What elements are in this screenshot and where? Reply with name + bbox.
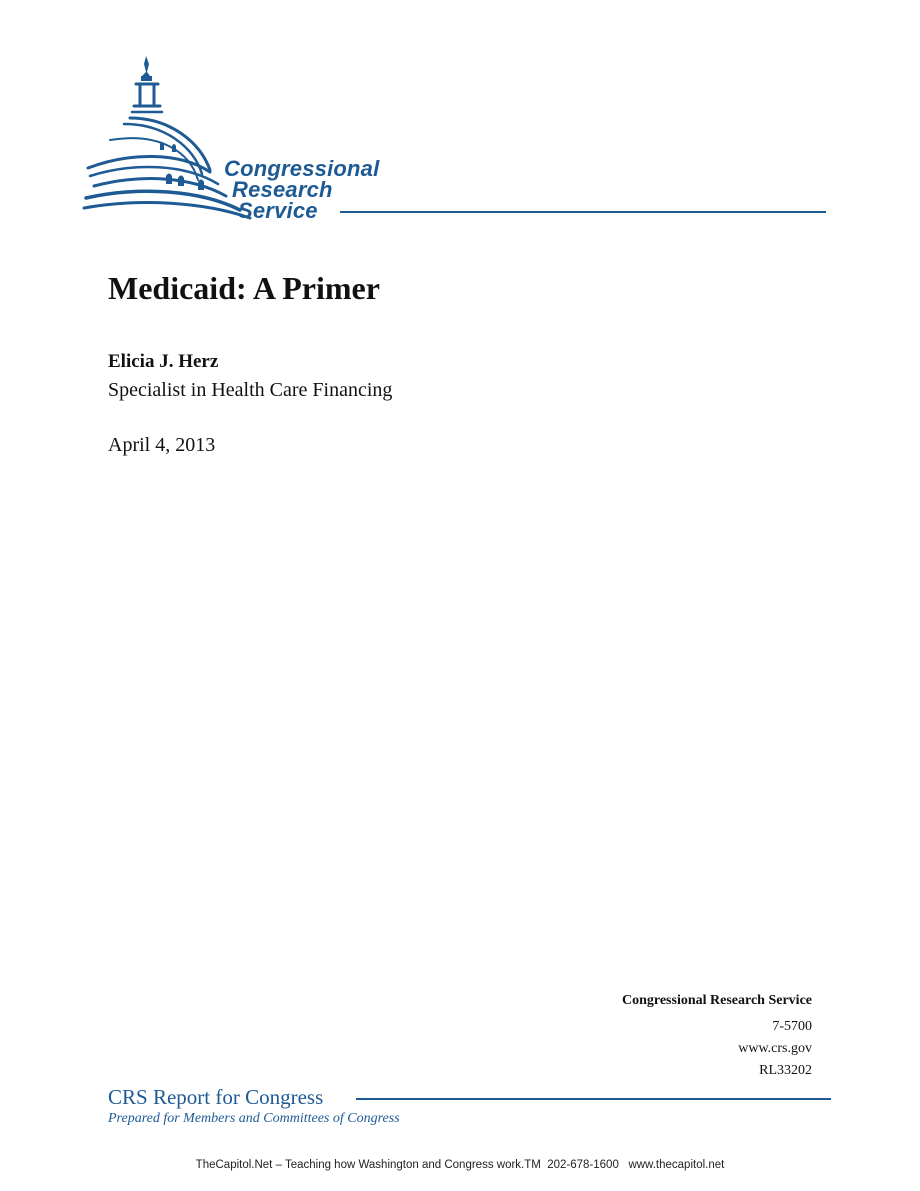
crs-report-subheading: Prepared for Members and Committees of Congress (108, 1111, 400, 1126)
report-title: Medicaid: A Primer (108, 270, 380, 306)
meta-website: www.crs.gov (738, 1041, 812, 1056)
logo-text-service: Service (238, 198, 318, 223)
page-footer: TheCapitol.Net – Teaching how Washington and Congress work.TM 202-678-1600 www.thecapitol.net (195, 1159, 725, 1171)
report-rule (356, 1098, 831, 1100)
author-name: Elicia J. Herz (108, 351, 219, 372)
logo-text-congressional: Congressional (224, 156, 380, 181)
meta-organization: Congressional Research Service (621, 993, 812, 1008)
meta-code: 7-5700 (772, 1019, 812, 1034)
report-date: April 4, 2013 (108, 434, 216, 456)
logo-text-research: Research (232, 177, 333, 202)
report-metadata (622, 990, 812, 1082)
header-rule (340, 211, 826, 213)
author-role: Specialist in Health Care Financing (108, 379, 393, 401)
crs-report-heading: CRS Report for Congress (108, 1085, 324, 1109)
meta-report-number: RL33202 (759, 1063, 812, 1078)
